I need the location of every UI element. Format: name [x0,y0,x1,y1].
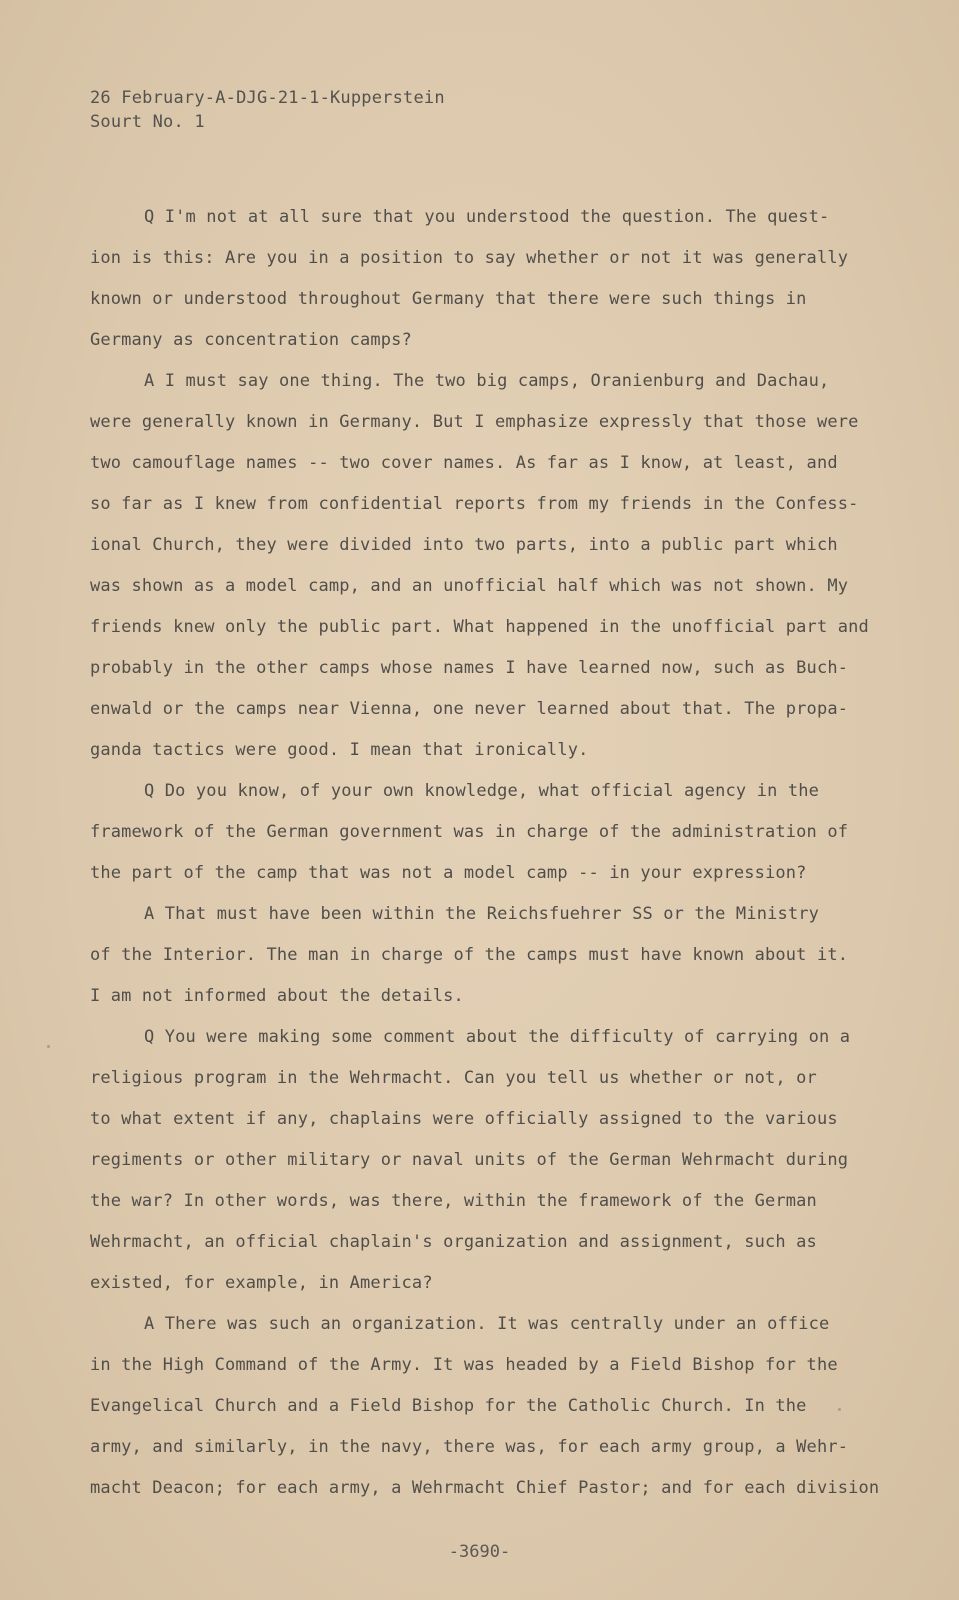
text-line: known or understood throughout Germany that there were such things in [90,289,807,309]
text-line: Q I'm not at all sure that you understood the question. The quest- [144,207,830,227]
text-line: Germany as concentration camps? [90,330,412,350]
text-line: A There was such an organization. It was centrally under an office [144,1314,830,1334]
text-line: I am not informed about the details. [90,986,464,1006]
text-line: to what extent if any, chaplains were officially assigned to the various [90,1109,838,1129]
text-line: Wehrmacht, an official chaplain's organization and assignment, such as [90,1232,817,1252]
text-line: existed, for example, in America? [90,1273,433,1293]
text-line: of the Interior. The man in charge of the camps must have known about it. [90,945,849,965]
header-court: Sourt No. 1 [90,112,205,132]
paper-speck [47,1045,50,1048]
text-line: A I must say one thing. The two big camps, Oranienburg and Dachau, [144,371,830,391]
text-line: ional Church, they were divided into two parts, into a public part which [90,535,838,555]
text-line: Evangelical Church and a Field Bishop for the Catholic Church. In the [90,1396,807,1416]
transcript-body [90,197,880,1509]
paper-speck [838,1408,841,1411]
text-line: so far as I knew from confidential reports from my friends in the Confess- [90,494,859,514]
text-line: ion is this: Are you in a position to say whether or not it was generally [90,248,849,268]
text-line: Q Do you know, of your own knowledge, what official agency in the [144,781,820,801]
text-line: enwald or the camps near Vienna, one never learned about that. The propa- [90,699,849,719]
page-number: -3690- [448,1542,511,1562]
header-reference: 26 February-A-DJG-21-1-Kupperstein [90,88,445,108]
text-line: army, and similarly, in the navy, there was, for each army group, a Wehr- [90,1437,849,1457]
text-line: framework of the German government was in charge of the administration of [90,822,849,842]
text-line: the war? In other words, was there, within the framework of the German [90,1191,817,1211]
text-line: in the High Command of the Army. It was headed by a Field Bishop for the [90,1355,838,1375]
text-line: probably in the other camps whose names I have learned now, such as Buch- [90,658,849,678]
text-line: macht Deacon; for each army, a Wehrmacht Chief Pastor; and for each division [90,1478,880,1498]
text-line: two camouflage names -- two cover names. As far as I know, at least, and [90,453,838,473]
text-line: religious program in the Wehrmacht. Can you tell us whether or not, or [90,1068,817,1088]
document-header [90,86,445,134]
text-line: the part of the camp that was not a model camp -- in your expression? [90,863,807,883]
text-line: ganda tactics were good. I mean that ironically. [90,740,589,760]
text-line: friends knew only the public part. What happened in the unofficial part and [90,617,869,637]
text-line: regiments or other military or naval units of the German Wehrmacht during [90,1150,849,1170]
text-line: A That must have been within the Reichsfuehrer SS or the Ministry [144,904,820,924]
text-line: were generally known in Germany. But I emphasize expressly that those were [90,412,859,432]
text-line: Q You were making some comment about the difficulty of carrying on a [144,1027,851,1047]
text-line: was shown as a model camp, and an unofficial half which was not shown. My [90,576,849,596]
